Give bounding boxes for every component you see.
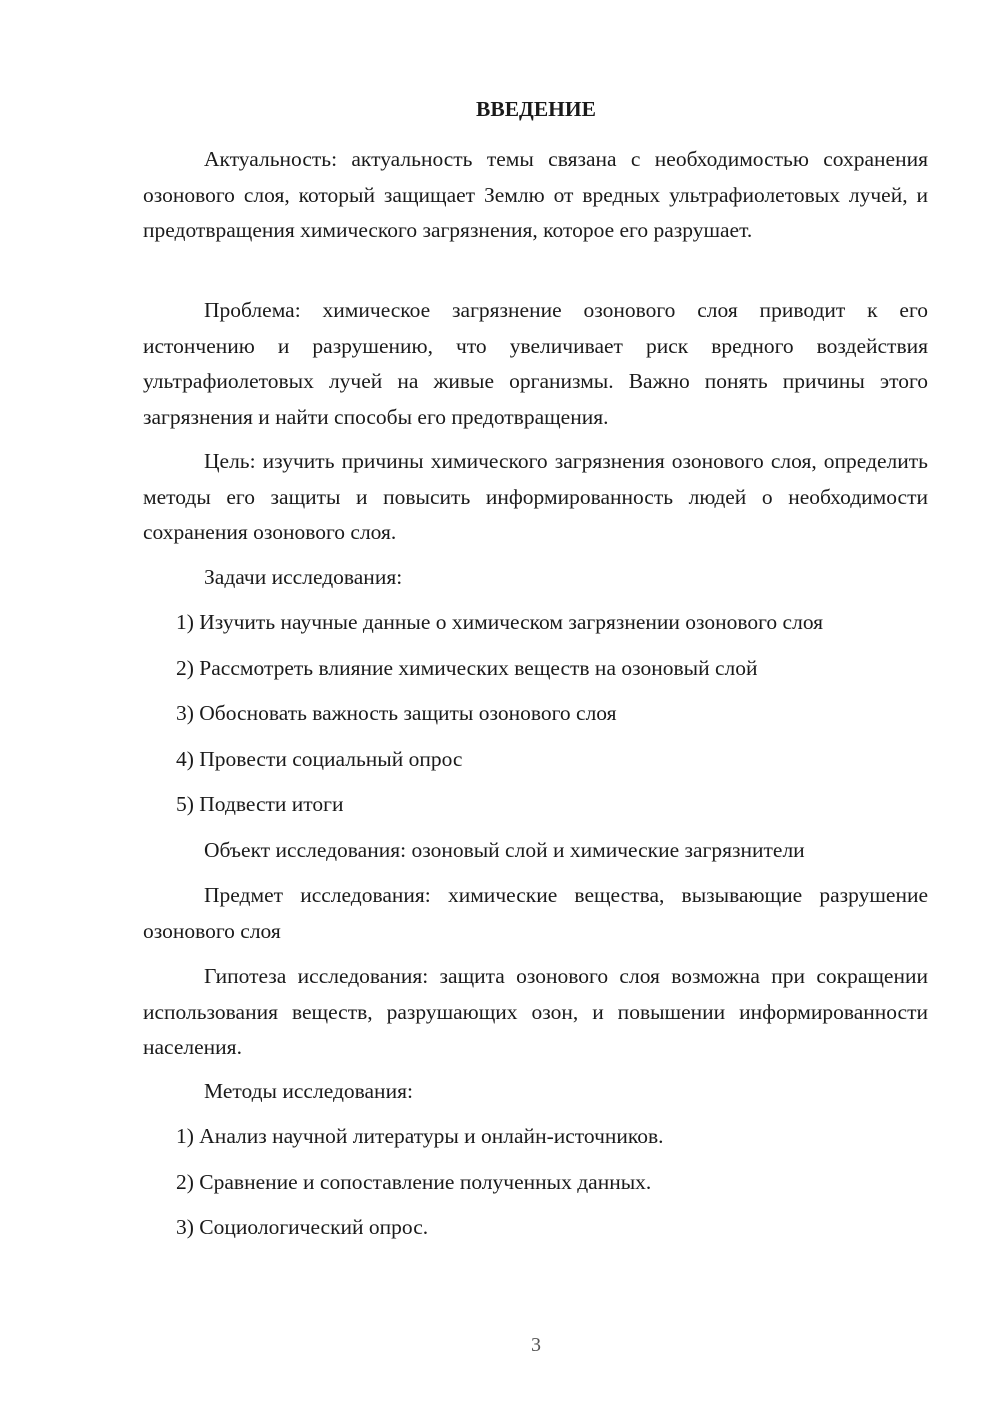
page-title: ВВЕДЕНИЕ — [476, 97, 596, 121]
task-item-5: 5) Подвести итоги — [176, 792, 344, 816]
task-item-2: 2) Рассмотреть влияние химических веществ на озоновый слой — [176, 656, 758, 680]
goal-paragraph: Цель: изучить причины химического загрязнения озонового слоя, определить методы его защиты и повысить информированность людей о необходимости сохранения озонового слоя. — [143, 449, 928, 544]
problem-paragraph: Проблема: химическое загрязнение озонового слоя приводит к его истончению и разрушению, что увеличивает риск вредного воздействия ультрафиолетовых лучей на живые организмы. Важно понять причины этого загрязнения и найти способы его предотвращения. — [143, 298, 928, 429]
task-item-1: 1) Изучить научные данные о химическом загрязнении озонового слоя — [176, 610, 824, 634]
methods-heading: Методы исследования: — [204, 1079, 413, 1103]
subject-paragraph: Предмет исследования: химические вещества, вызывающие разрушение озонового слоя — [143, 883, 928, 943]
hypothesis-paragraph: Гипотеза исследования: защита озонового слоя возможна при сокращении использования веществ, разрушающих озон, и повышении информированности населения. — [143, 964, 928, 1059]
page-number: 3 — [531, 1334, 541, 1356]
method-item-2: 2) Сравнение и сопоставление полученных данных. — [176, 1170, 652, 1194]
method-item-3: 3) Социологический опрос. — [176, 1215, 429, 1239]
method-item-1: 1) Анализ научной литературы и онлайн-источников. — [176, 1124, 664, 1148]
tasks-heading: Задачи исследования: — [204, 565, 403, 589]
object-line: Объект исследования: озоновый слой и химические загрязнители — [204, 838, 805, 862]
task-item-3: 3) Обосновать важность защиты озонового слоя — [176, 701, 617, 725]
task-item-4: 4) Провести социальный опрос — [176, 747, 463, 771]
relevance-paragraph: Актуальность: актуальность темы связана с необходимостью сохранения озонового слоя, который защищает Землю от вредных ультрафиолетовых лучей, и предотвращения химического загрязнения, которое его разрушает. — [143, 147, 928, 242]
